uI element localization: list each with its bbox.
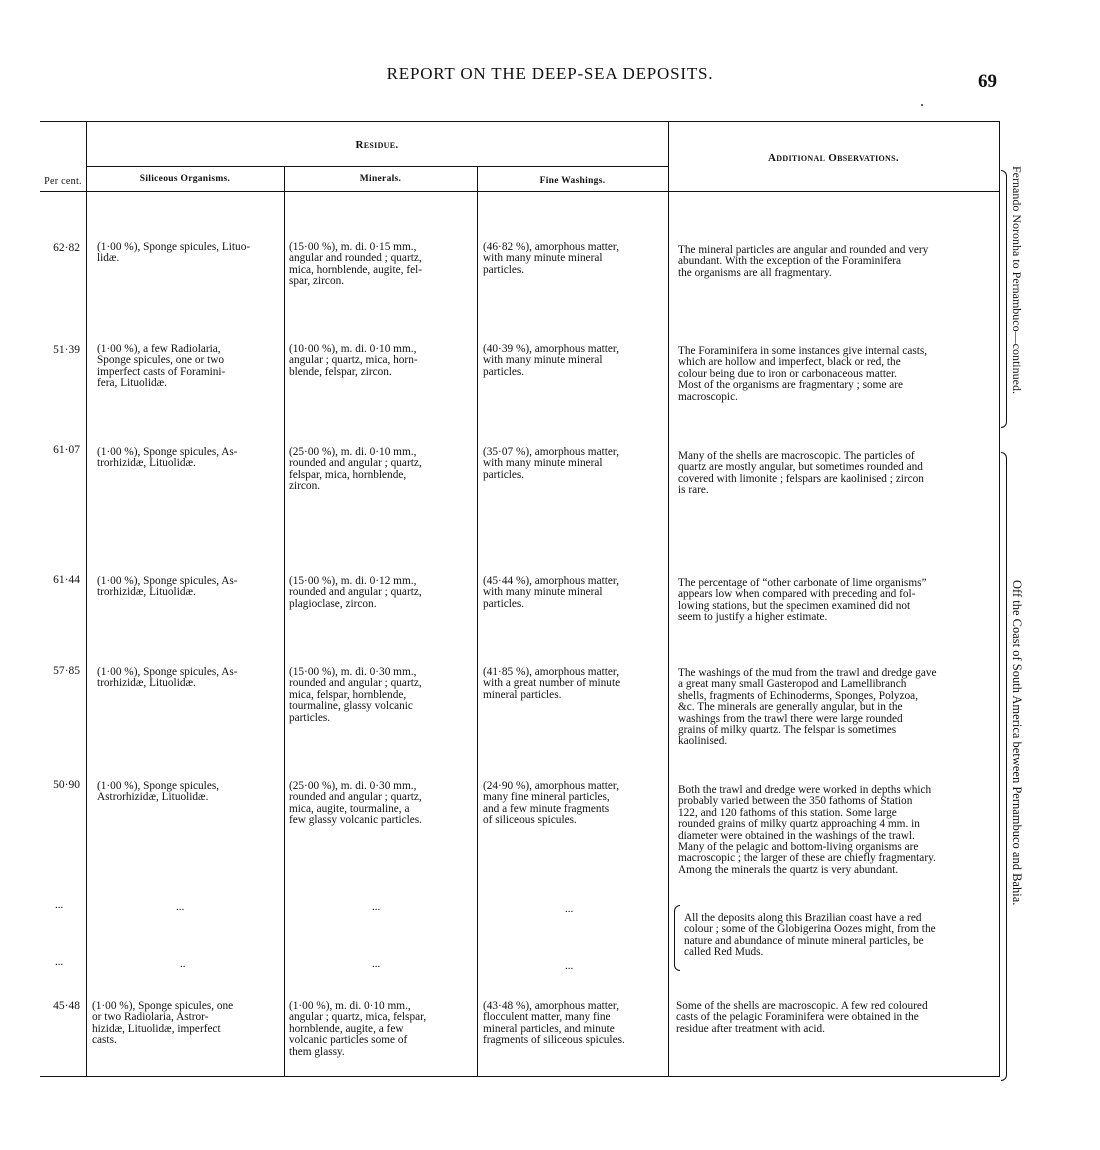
region-brace xyxy=(1001,452,1007,1081)
minerals-cell: (1·00 %), m. di. 0·10 mm., angular ; quartz, mica, felspar, hornblende, augite, a few volcanic particles some of them glassy. xyxy=(289,1000,427,1058)
observations-cell: The Foraminifera in some instances give internal casts, which are hollow and imperfect, black or red, the colour being due to iron or carbonaceous matter. Most of the organisms are fragmentary ; some are macroscopic. xyxy=(678,345,928,403)
per-cent-value: 51·39 xyxy=(53,344,80,356)
header-bottom-rule xyxy=(40,191,1000,192)
fine-washings-cell: (24·90 %), amorphous matter, many fine mineral particles, and a few minute fragments of siliceous spicules. xyxy=(483,780,620,827)
per-cent-header: Per cent. xyxy=(44,176,82,187)
column-divider xyxy=(668,121,669,1076)
per-cent-value: 45·48 xyxy=(53,1000,80,1012)
region-label-fernando-noronha: Fernando Noronha to Pernambuco—continued. xyxy=(1010,166,1024,394)
fine-washings-header: Fine Washings. xyxy=(539,176,606,186)
residue-header: Residue. xyxy=(355,139,399,151)
observations-cell: The percentage of “other carbonate of lime organisms” appears low when compared with preceding and fol- lowing stations, but the specimen examined did not seem to justify a higher estimate. xyxy=(678,577,927,624)
page-title: REPORT ON THE DEEP-SEA DEPOSITS. xyxy=(386,64,714,83)
siliceous-cell: (1·00 %), Sponge spicules, one or two Radiolaria, Astror- hizidæ, Lituolidæ, imperfect casts. xyxy=(92,1000,234,1047)
siliceous-cell: (1·00 %), Sponge spicules, Lituo- lidæ. xyxy=(97,241,251,265)
minerals-cell: (25·00 %), m. di. 0·10 mm., rounded and angular ; quartz, felspar, mica, hornblende, zircon. xyxy=(289,446,422,493)
column-divider xyxy=(477,166,478,1076)
minerals-cell: ... xyxy=(372,901,381,913)
siliceous-header: Siliceous Organisms. xyxy=(139,174,231,184)
fine-washings-cell: (45·44 %), amorphous matter, with many minute mineral particles. xyxy=(483,575,620,610)
fine-washings-cell: (43·48 %), amorphous matter, flocculent matter, many fine mineral particles, and minute fragments of siliceous spicules. xyxy=(483,1000,625,1047)
observations-cell: The mineral particles are angular and rounded and very abundant. With the exception of the Foraminifera the organisms are all fragmentary. xyxy=(678,244,929,279)
minerals-cell: (15·00 %), m. di. 0·30 mm., rounded and angular ; quartz, mica, felspar, hornblende, tourmaline, glassy volcanic particles. xyxy=(289,666,422,724)
residue-underline xyxy=(86,166,668,167)
per-cent-value: ... xyxy=(55,956,64,968)
table-right-rule xyxy=(999,121,1000,1076)
minerals-cell: (15·00 %), m. di. 0·15 mm., angular and rounded ; quartz, mica, hornblende, augite, fel- spar, zircon. xyxy=(289,241,422,288)
fine-washings-cell: (40·39 %), amorphous matter, with many minute mineral particles. xyxy=(483,343,620,378)
minerals-cell: ... xyxy=(372,958,381,970)
minerals-cell: (25·00 %), m. di. 0·30 mm., rounded and angular ; quartz, mica, augite, tourmaline, a few glassy volcanic particles. xyxy=(289,780,423,827)
minerals-cell: (15·00 %), m. di. 0·12 mm., rounded and angular ; quartz, plagioclase, zircon. xyxy=(289,575,422,610)
observations-cell: All the deposits along this Brazilian coast have a red colour ; some of the Globigerina Oozes might, from the nature and abundance of minute mineral particles, be called Red Muds. xyxy=(684,912,936,959)
table-bottom-rule xyxy=(40,1076,1000,1077)
siliceous-cell: (1·00 %), Sponge spicules, As- trorhizidæ, Lituolidæ. xyxy=(97,446,238,470)
siliceous-cell: (1·00 %), Sponge spicules, Astrorhizidæ, Lituolidæ. xyxy=(97,780,220,804)
minerals-cell: (10·00 %), m. di. 0·10 mm., angular ; quartz, mica, horn- blende, felspar, zircon. xyxy=(289,343,418,378)
additional-observations-header: Additional Observations. xyxy=(768,152,899,164)
observations-cell: Many of the shells are macroscopic. The particles of quartz are mostly angular, but sometimes rounded and covered with limonite ; felspars are kaolinised ; zircon is rare. xyxy=(678,450,924,497)
page-number: 69 xyxy=(978,71,997,92)
fine-washings-cell: (35·07 %), amorphous matter, with many minute mineral particles. xyxy=(483,446,620,481)
siliceous-cell: (1·00 %), a few Radiolaria, Sponge spicules, one or two imperfect casts of Foramini- fera, Lituolidæ. xyxy=(97,343,226,390)
table-top-rule xyxy=(40,121,1000,122)
region-brace xyxy=(1001,170,1007,428)
per-cent-value: 61·07 xyxy=(53,444,80,456)
per-cent-value: 61·44 xyxy=(53,574,80,586)
fine-washings-cell: (46·82 %), amorphous matter, with many minute mineral particles. xyxy=(483,241,620,276)
column-divider xyxy=(284,166,285,1076)
region-label-south-america: Off the Coast of South America between Pernambuco and Bahia. xyxy=(1010,580,1024,906)
siliceous-cell: ... xyxy=(176,901,185,913)
siliceous-cell: (1·00 %), Sponge spicules, As- trorhizidæ, Lituolidæ. xyxy=(97,575,238,599)
fine-washings-cell: ... xyxy=(565,960,574,972)
per-cent-value: 57·85 xyxy=(53,665,80,677)
observations-cell: Some of the shells are macroscopic. A few red coloured casts of the pelagic Foraminifera were obtained in the residue after treatment with acid. xyxy=(676,1000,928,1035)
minerals-header: Minerals. xyxy=(359,174,402,184)
observations-cell: Both the trawl and dredge were worked in depths which probably varied between the 350 fathoms of Station 122, and 120 fathoms of this station. Some large rounded grains of milky quartz approaching 4 mm. in diameter were obtained in the washings of the trawl. Many of the pelagic and bottom-living organisms are macroscopic ; the larger of these are chiefly fragmentary. Among the minerals the quartz is very abundant. xyxy=(678,784,936,876)
fine-washings-cell: ... xyxy=(565,903,574,915)
per-cent-value: ... xyxy=(55,899,64,911)
row-group-brace xyxy=(674,905,680,971)
fine-washings-cell: (41·85 %), amorphous matter, with a great number of minute mineral particles. xyxy=(483,666,621,701)
siliceous-cell: (1·00 %), Sponge spicules, As- trorhizidæ, Lituolidæ. xyxy=(97,666,238,690)
observations-cell: The washings of the mud from the trawl and dredge gave a great many small Gasteropod and Lamellibranch shells, fragments of Echinoderms, Sponges, Polyzoa, &c. The minerals are generally angular, but in the washings from the trawl there were large rounded grains of milky quartz. The felspar is sometimes kaolinised. xyxy=(678,667,937,748)
column-divider xyxy=(86,121,87,1076)
print-speck xyxy=(921,104,923,106)
per-cent-value: 62·82 xyxy=(53,242,80,254)
siliceous-cell: .. xyxy=(180,958,186,970)
per-cent-value: 50·90 xyxy=(53,779,80,791)
